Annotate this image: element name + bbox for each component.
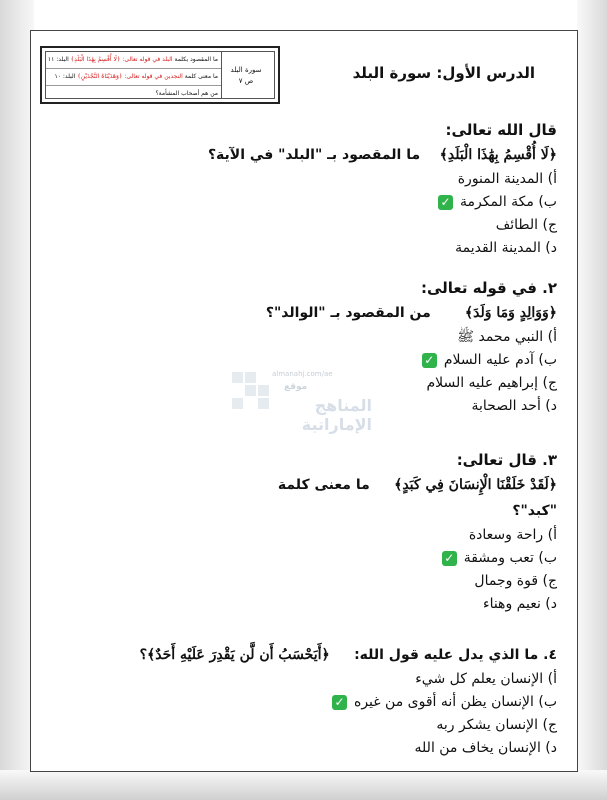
question-4 — [87, 642, 557, 760]
option-d[interactable]: د) أحد الصحابة — [471, 398, 557, 414]
question-text — [87, 642, 557, 668]
option-d[interactable]: د) المدينة القديمة — [455, 240, 557, 256]
page-shadow-right — [577, 0, 607, 800]
question-text — [87, 142, 557, 168]
question-heading: ٣. قال تعالى: — [456, 451, 557, 469]
checkmark-icon: ✓ — [332, 695, 347, 710]
option-c[interactable]: ج) الإنسان يشكر ربه — [436, 717, 557, 733]
lesson-title: الدرس الأول: سورة البلد — [352, 64, 535, 82]
option-c[interactable]: ج) الطائف — [495, 217, 557, 233]
header-row: من هم أصحاب المشأمة؟ — [155, 90, 218, 97]
checkmark-icon: ✓ — [422, 353, 437, 368]
question-1 — [87, 118, 557, 260]
option-b[interactable]: ب) تعب ومشقة ✓ — [87, 547, 557, 570]
question-text — [87, 472, 557, 498]
header-questions — [46, 52, 222, 98]
watermark-line2: المناهج الإماراتية — [301, 396, 372, 434]
question-heading: ٤. ما الذي يدل عليه قول الله: — [354, 647, 557, 663]
question-text-continued: "كبد"؟ — [512, 503, 557, 519]
page-shadow-left — [0, 0, 34, 800]
question-text — [87, 300, 557, 326]
checkmark-icon: ✓ — [442, 551, 457, 566]
header-row: ما معنى كلمة النجدين في قوله تعالى: ﴿وَهَدَيْنَاهُ النَّجْدَيْنِ﴾ البلد: ١٠ — [46, 69, 221, 86]
option-c[interactable]: ج) قوة وجمال — [474, 573, 557, 589]
header-info-box — [40, 46, 280, 104]
option-d[interactable]: د) نعيم وهناء — [482, 596, 557, 612]
option-d[interactable]: د) الإنسان يخاف من الله — [414, 740, 557, 756]
watermark-line1: موقع — [284, 382, 308, 392]
quran-verse: ﴿أَيَحْسَبُ أَن لَّن يَقْدِرَ عَلَيْهِ أَحَدٌ﴾؟ — [139, 647, 330, 663]
quran-verse: ﴿لَقَدْ خَلَقْنَا الْإِنسَانَ فِي كَبَدٍ﴾ — [394, 477, 557, 493]
site-watermark — [232, 370, 372, 434]
quran-verse: ﴿لَا أُقْسِمُ بِهَٰذَا الْبَلَدِ﴾ — [439, 147, 557, 163]
question-3 — [87, 448, 557, 616]
option-b[interactable]: ب) آدم عليه السلام ✓ — [87, 349, 557, 372]
header-surah-cell — [218, 52, 274, 98]
quran-verse: ﴿وَوَالِدٍ وَمَا وَلَدَ﴾ — [464, 305, 557, 321]
page-shadow-bottom — [0, 770, 607, 800]
option-b[interactable]: ب) مكة المكرمة ✓ — [87, 191, 557, 214]
option-c[interactable]: ج) إبراهيم عليه السلام — [426, 375, 557, 391]
question-prompt: ما معنى كلمة — [277, 477, 370, 493]
question-heading: قال الله تعالى: — [445, 121, 557, 139]
watermark-url: almanahj.com/ae — [272, 370, 333, 378]
checkmark-icon: ✓ — [438, 195, 453, 210]
question-prompt: من المقصود بـ "الوالد"؟ — [265, 305, 431, 321]
option-a[interactable]: أ) الإنسان يعلم كل شيء — [415, 671, 557, 687]
question-heading: ٢. في قوله تعالى: — [420, 279, 557, 297]
header-surah-name: سورة البلد — [230, 66, 262, 74]
option-a[interactable]: أ) المدينة المنورة — [457, 171, 557, 187]
question-prompt: ما المقصود بـ "البلد" في الآية؟ — [207, 147, 421, 163]
option-a[interactable]: أ) راحة وسعادة — [468, 527, 557, 543]
header-page-number: ص ٧ — [238, 77, 254, 85]
option-a[interactable]: أ) النبي محمد ﷺ — [457, 329, 557, 345]
header-row: ما المقصود بكلمة البلد في قوله تعالى: ﴿لَا أُقْسِمُ بِهَٰذَا الْبَلَدِ﴾ البلد: ١١ — [46, 52, 221, 69]
option-b[interactable]: ب) الإنسان يظن أنه أقوى من غيره ✓ — [87, 691, 557, 714]
